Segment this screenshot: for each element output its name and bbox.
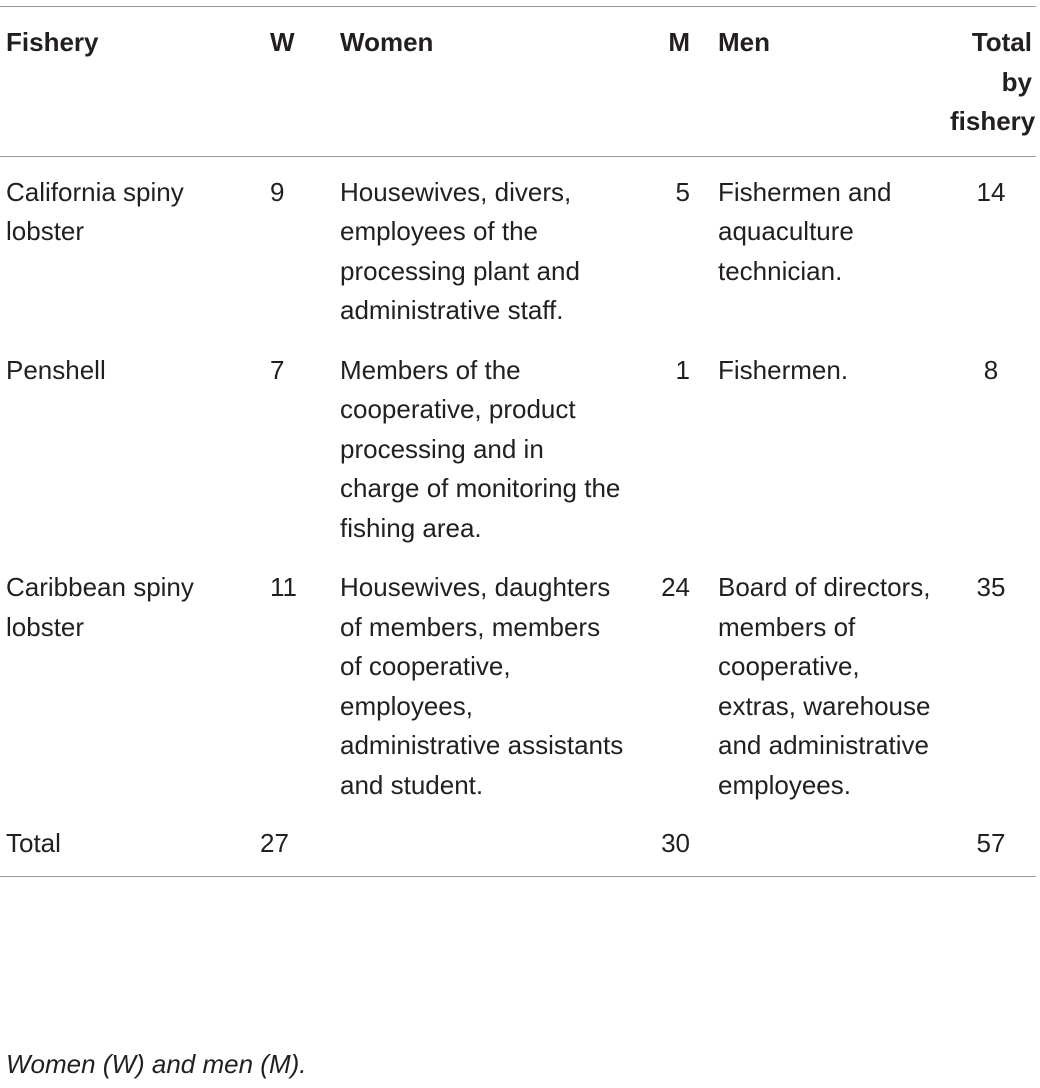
cell-women: Housewives, divers, employees of the processing plant and administrative staff. [340, 176, 580, 325]
header-men: Men [712, 7, 944, 157]
cell-total-men [712, 809, 944, 876]
header-row [0, 7, 1036, 157]
header-fishery: Fishery [0, 7, 250, 157]
cell-fishery: Penshell [6, 354, 106, 385]
table-row [0, 335, 1036, 553]
cell-total-sum: 57 [944, 809, 1036, 876]
cell-m: 1 [675, 354, 690, 385]
header-total-by-fishery: Total by fishery [944, 7, 1036, 157]
fishery-table [0, 6, 1036, 877]
header-w: W [250, 7, 334, 157]
cell-total-m: 30 [632, 809, 712, 876]
cell-women: Housewives, daughters of members, members of cooperative, employees, administrative assistants and student. [340, 572, 624, 800]
cell-total: 8 [983, 354, 999, 385]
cell-w: 11 [270, 572, 297, 602]
cell-total: 14 [976, 176, 1006, 207]
cell-fishery: Caribbean spiny lobster [6, 572, 194, 642]
cell-fishery: California spiny lobster [6, 176, 184, 246]
cell-w: 9 [270, 176, 285, 207]
table-body [0, 156, 1036, 876]
table-footnote: Women (W) and men (M). [6, 1049, 307, 1079]
cell-m: 24 [661, 572, 690, 602]
cell-men: Board of directors, members of cooperative, extras, warehouse and administrative employees. [718, 572, 931, 800]
header-m: M [632, 7, 712, 157]
cell-w: 7 [270, 354, 285, 385]
cell-men: Fishermen. [718, 354, 849, 385]
totals-row [0, 809, 1036, 876]
cell-men: Fishermen and aquaculture technician. [718, 176, 892, 286]
cell-total: 35 [976, 572, 1006, 602]
cell-total-women [334, 809, 632, 876]
table-row [0, 156, 1036, 335]
cell-total-w: 27 [250, 809, 334, 876]
cell-m: 5 [675, 176, 690, 207]
cell-total-label: Total [0, 809, 250, 876]
table-row [0, 552, 1036, 809]
header-women: Women [334, 7, 632, 157]
cell-women: Members of the cooperative, product processing and in charge of monitoring the fishing area. [340, 354, 621, 543]
table-header [0, 7, 1036, 157]
